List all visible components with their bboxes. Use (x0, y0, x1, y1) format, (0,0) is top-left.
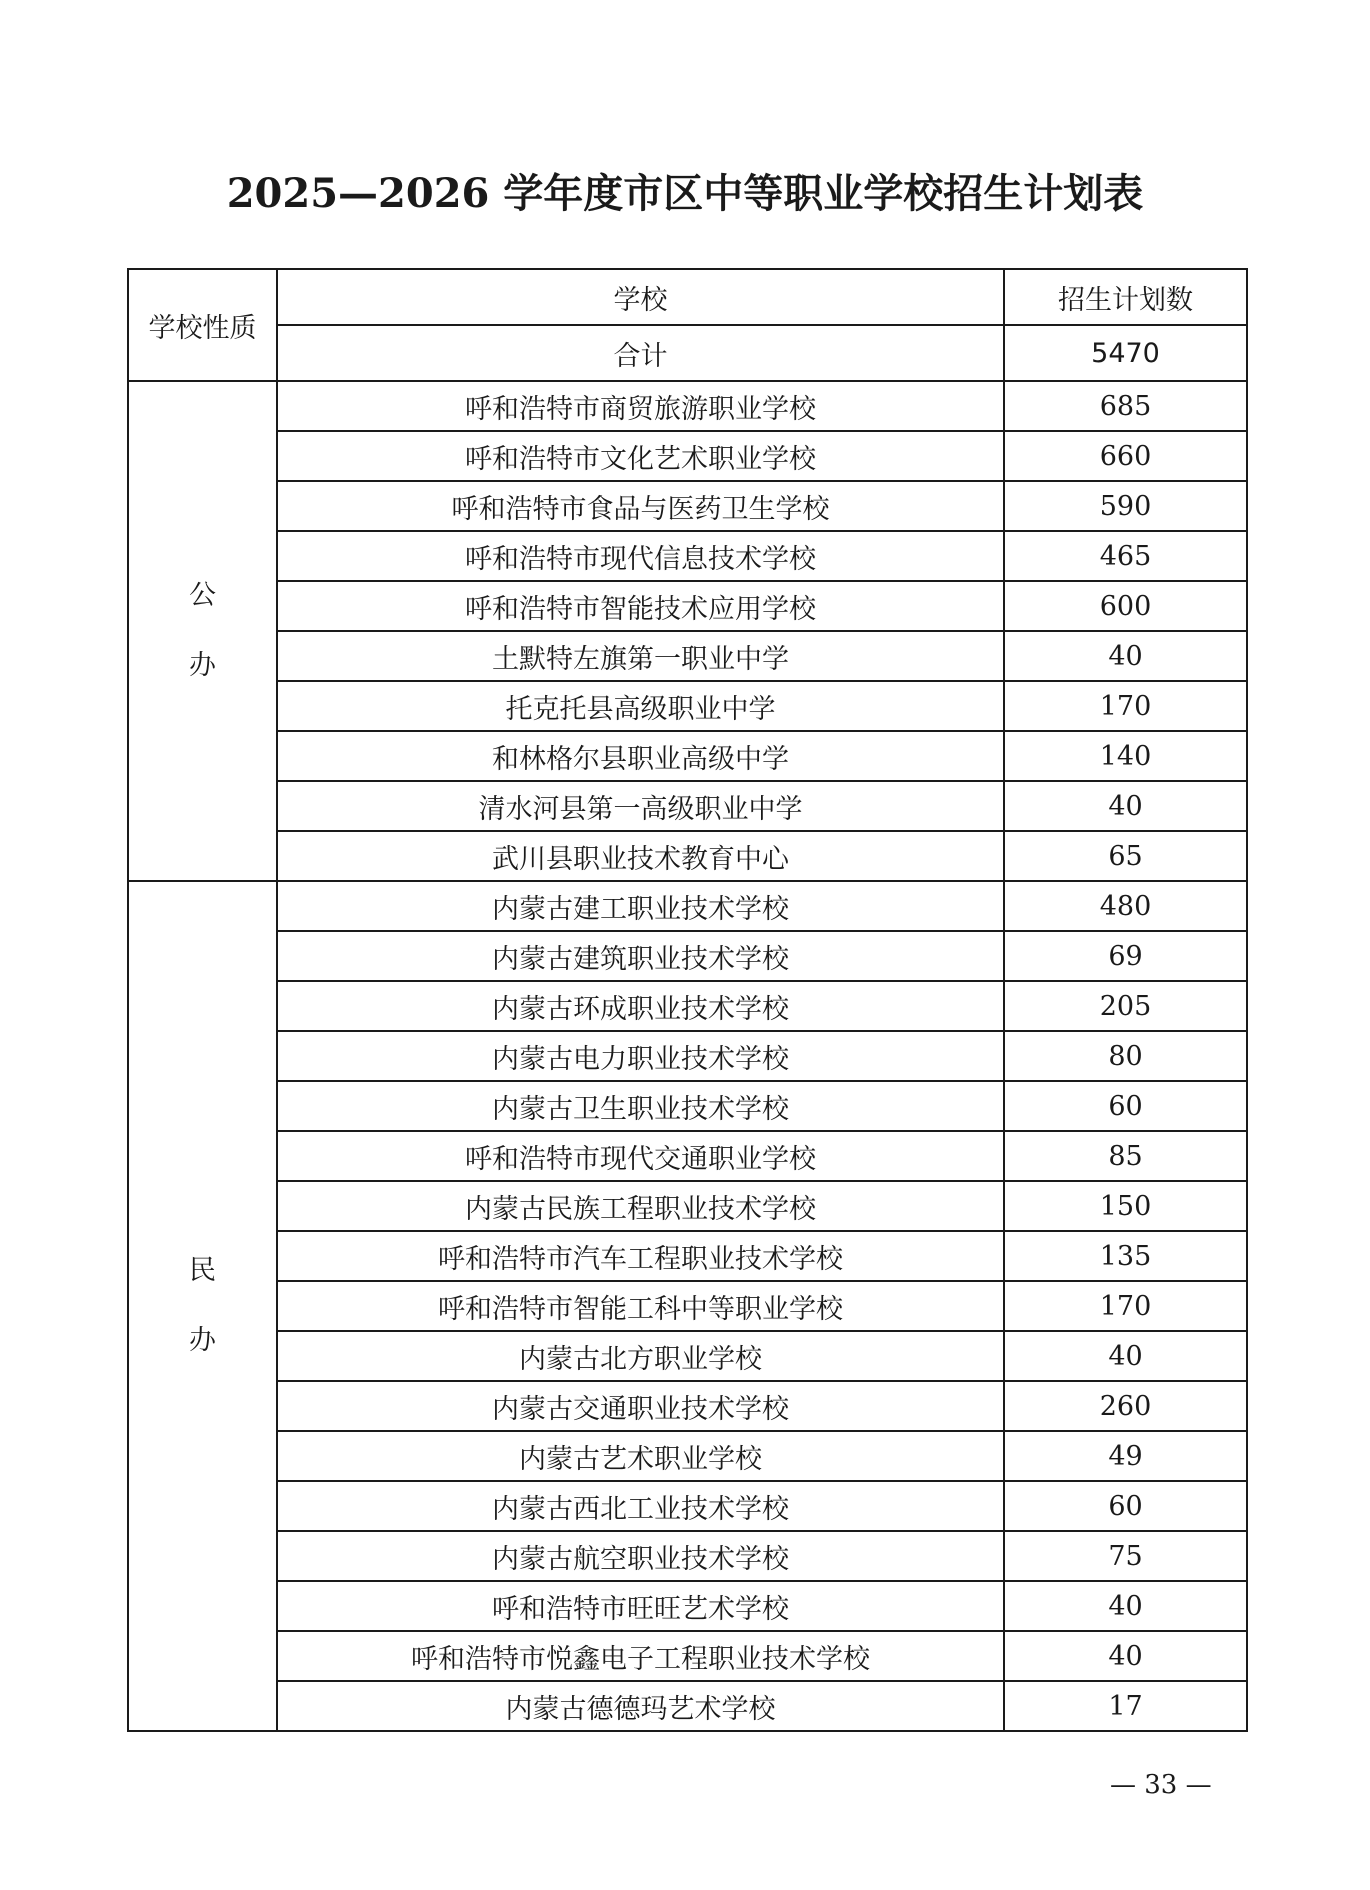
enrollment-count: 40 (1004, 781, 1247, 831)
table-row (128, 481, 1247, 531)
enrollment-count: 135 (1004, 1231, 1247, 1281)
school-name: 内蒙古西北工业技术学校 (277, 1481, 1004, 1531)
enrollment-count: 140 (1004, 731, 1247, 781)
school-name: 和林格尔县职业高级中学 (277, 731, 1004, 781)
table-row (128, 1581, 1247, 1631)
table-row (128, 531, 1247, 581)
table-row (128, 431, 1247, 481)
table-row (128, 381, 1247, 431)
school-name: 呼和浩特市文化艺术职业学校 (277, 431, 1004, 481)
enrollment-count: 600 (1004, 581, 1247, 631)
header-school-nature: 学校性质 (128, 269, 277, 381)
school-name: 内蒙古电力职业技术学校 (277, 1031, 1004, 1081)
enrollment-plan-table (127, 268, 1248, 1732)
enrollment-count: 60 (1004, 1481, 1247, 1531)
school-name: 托克托县高级职业中学 (277, 681, 1004, 731)
enrollment-count: 40 (1004, 1631, 1247, 1681)
school-name: 内蒙古艺术职业学校 (277, 1431, 1004, 1481)
total-row (128, 325, 1247, 381)
enrollment-count: 260 (1004, 1381, 1247, 1431)
school-name: 内蒙古北方职业学校 (277, 1331, 1004, 1381)
enrollment-count: 69 (1004, 931, 1247, 981)
table-row (128, 1681, 1247, 1731)
table-row (128, 1631, 1247, 1681)
table-row (128, 1131, 1247, 1181)
group-label-public: 公 办 (128, 381, 277, 881)
enrollment-count: 660 (1004, 431, 1247, 481)
school-name: 内蒙古民族工程职业技术学校 (277, 1181, 1004, 1231)
school-name: 呼和浩特市悦鑫电子工程职业技术学校 (277, 1631, 1004, 1681)
page-title: 2025—2026 学年度市区中等职业学校招生计划表 (226, 170, 1144, 217)
table-row (128, 1181, 1247, 1231)
school-name: 内蒙古德德玛艺术学校 (277, 1681, 1004, 1731)
enrollment-count: 685 (1004, 381, 1247, 431)
table-row (128, 981, 1247, 1031)
table-row (128, 881, 1247, 931)
enrollment-count: 17 (1004, 1681, 1247, 1731)
table-row (128, 1281, 1247, 1331)
table-row (128, 731, 1247, 781)
school-name: 呼和浩特市汽车工程职业技术学校 (277, 1231, 1004, 1281)
table-row (128, 1481, 1247, 1531)
enrollment-count: 465 (1004, 531, 1247, 581)
enrollment-count: 65 (1004, 831, 1247, 881)
enrollment-count: 590 (1004, 481, 1247, 531)
table-row (128, 1431, 1247, 1481)
school-name: 土默特左旗第一职业中学 (277, 631, 1004, 681)
school-name: 呼和浩特市智能技术应用学校 (277, 581, 1004, 631)
school-name: 呼和浩特市现代交通职业学校 (277, 1131, 1004, 1181)
enrollment-count: 480 (1004, 881, 1247, 931)
table-row (128, 1331, 1247, 1381)
header-school: 学校 (277, 269, 1004, 325)
school-name: 内蒙古建工职业技术学校 (277, 881, 1004, 931)
school-name: 呼和浩特市食品与医药卫生学校 (277, 481, 1004, 531)
table-row (128, 681, 1247, 731)
enrollment-count: 205 (1004, 981, 1247, 1031)
total-value: 5470 (1004, 325, 1247, 381)
table-row (128, 581, 1247, 631)
table-row (128, 1081, 1247, 1131)
enrollment-count: 40 (1004, 1581, 1247, 1631)
enrollment-count: 49 (1004, 1431, 1247, 1481)
enrollment-count: 40 (1004, 631, 1247, 681)
school-name: 呼和浩特市现代信息技术学校 (277, 531, 1004, 581)
table-row (128, 1531, 1247, 1581)
school-name: 内蒙古航空职业技术学校 (277, 1531, 1004, 1581)
school-name: 呼和浩特市智能工科中等职业学校 (277, 1281, 1004, 1331)
group-label-private: 民 办 (128, 881, 277, 1731)
table-header-row (128, 269, 1247, 325)
table-row (128, 631, 1247, 681)
table-row (128, 931, 1247, 981)
school-name: 清水河县第一高级职业中学 (277, 781, 1004, 831)
header-enrollment-count: 招生计划数 (1004, 269, 1247, 325)
total-label: 合计 (277, 325, 1004, 381)
enrollment-count: 40 (1004, 1331, 1247, 1381)
school-name: 内蒙古环成职业技术学校 (277, 981, 1004, 1031)
school-name: 呼和浩特市旺旺艺术学校 (277, 1581, 1004, 1631)
enrollment-count: 170 (1004, 1281, 1247, 1331)
enrollment-count: 75 (1004, 1531, 1247, 1581)
table-row (128, 1381, 1247, 1431)
school-name: 内蒙古交通职业技术学校 (277, 1381, 1004, 1431)
school-name: 呼和浩特市商贸旅游职业学校 (277, 381, 1004, 431)
enrollment-count: 60 (1004, 1081, 1247, 1131)
page-number: — 33 — (1110, 1770, 1212, 1800)
school-name: 武川县职业技术教育中心 (277, 831, 1004, 881)
enrollment-count: 80 (1004, 1031, 1247, 1081)
table-row (128, 831, 1247, 881)
enrollment-count: 170 (1004, 681, 1247, 731)
table-row (128, 781, 1247, 831)
school-name: 内蒙古卫生职业技术学校 (277, 1081, 1004, 1131)
enrollment-count: 150 (1004, 1181, 1247, 1231)
enrollment-count: 85 (1004, 1131, 1247, 1181)
table-row (128, 1031, 1247, 1081)
school-name: 内蒙古建筑职业技术学校 (277, 931, 1004, 981)
table-row (128, 1231, 1247, 1281)
